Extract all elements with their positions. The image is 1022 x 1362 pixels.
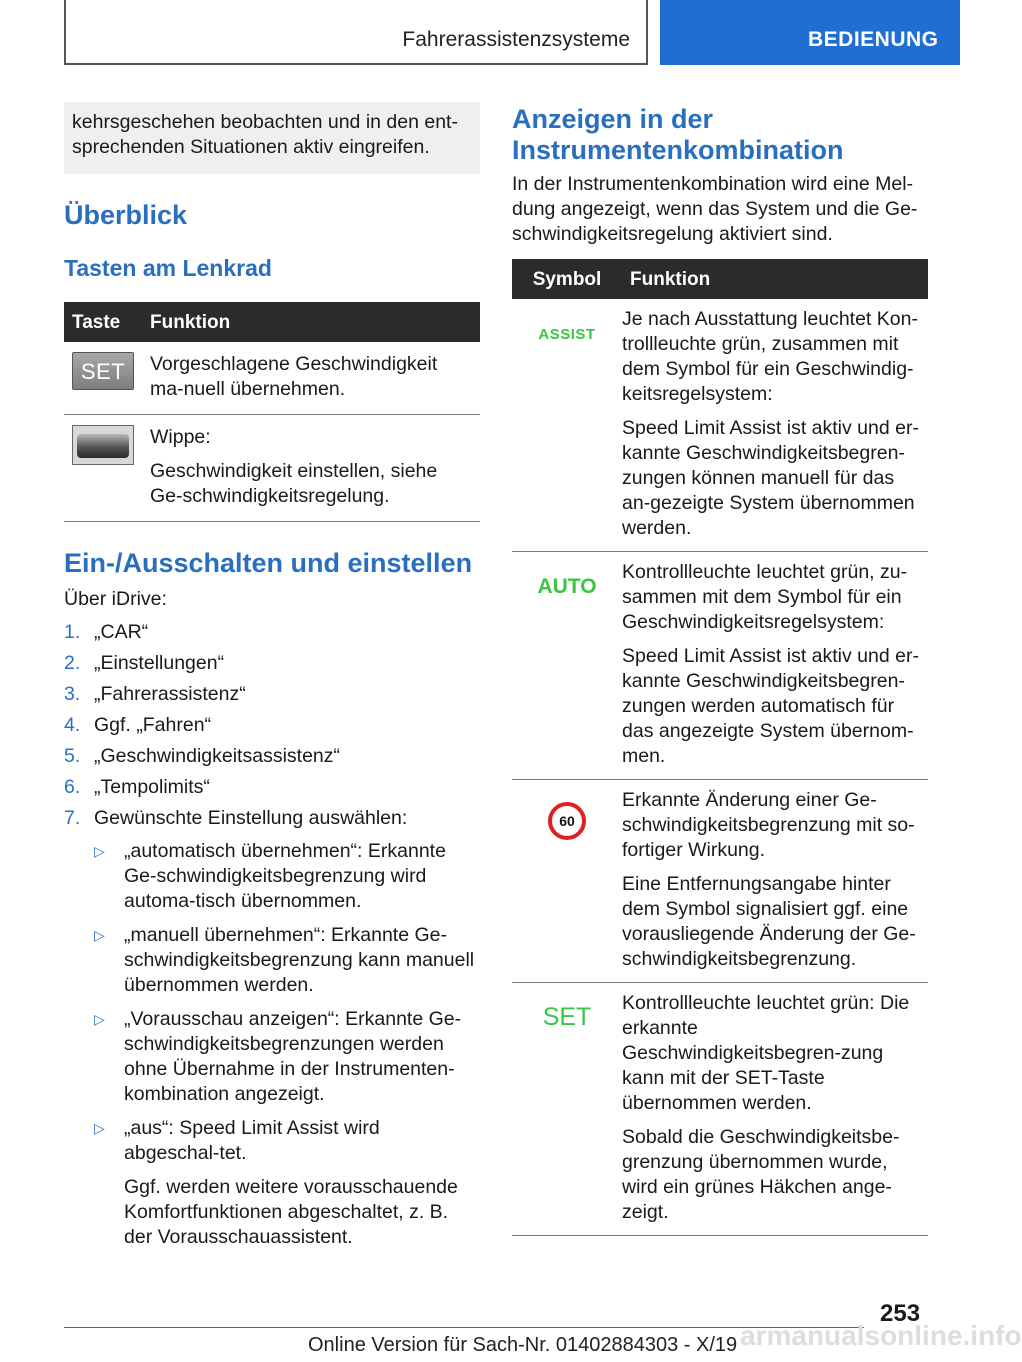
page-number: 253 bbox=[880, 1300, 921, 1327]
table-row: AUTO Kontrollleuchte leuchtet grün, zu-sammen mit dem Symbol für ein Geschwindigkeitsregelsystem: Speed Limit Assist ist aktiv und er-kannte Geschwindigkeitsbegren-zungen werden automatisch für das angezeigte System übernom-men. bbox=[512, 552, 928, 780]
list-item: 6. „Tempolimits“ bbox=[64, 776, 210, 798]
steps-list bbox=[64, 620, 480, 1250]
triangle-bullet-icon: ▷ bbox=[94, 843, 105, 859]
watermark: armanualsonline.info bbox=[740, 1320, 1022, 1351]
auto-indicator-icon: AUTO bbox=[537, 575, 597, 598]
table-row bbox=[64, 415, 480, 522]
table-row: 60 Erkannte Änderung einer Ge-schwindigkeitsbegrenzung mit so-fortiger Wirkung. Eine Entfernungsangabe hinter dem Symbol signalisiert ggf. eine vorausliegende Änderung der Ge-schwindigkeitsbegrenzung. bbox=[512, 780, 928, 983]
set-key-icon: SET bbox=[72, 352, 134, 390]
list-item: ▷ „aus“: Speed Limit Assist wird abgeschal-tet. Ggf. werden weitere vorausschauende Komfortfunktionen abgeschaltet, z. B. der Vorausschauassistent. bbox=[94, 1117, 458, 1248]
overview-heading: Überblick bbox=[64, 200, 188, 230]
key-function-text: Wippe: bbox=[150, 426, 211, 448]
display-intro: In der Instrumentenkombination wird eine Mel-dung angezeigt, wenn das System und die Ge-schwindigkeitsregelung aktiviert sind. bbox=[512, 173, 918, 245]
header-bar bbox=[64, 0, 648, 65]
triangle-bullet-icon: ▷ bbox=[94, 1120, 105, 1136]
online-version-text: Online Version für Sach-Nr. 01402884303 - X/19 bbox=[308, 1334, 738, 1356]
list-item: 2. „Einstellungen“ bbox=[64, 652, 225, 674]
section-title: Fahrerassistenzsysteme bbox=[402, 28, 630, 51]
idrive-intro: Über iDrive: bbox=[64, 588, 167, 610]
left-column bbox=[64, 102, 480, 1259]
list-item: 3. „Fahrerassistenz“ bbox=[64, 683, 246, 705]
col-function: Funktion bbox=[142, 302, 480, 342]
table-row bbox=[64, 342, 480, 415]
list-item: ▷ „manuell übernehmen“: Erkannte Ge-schwindigkeitsbegrenzung kann manuell übernommen werden. bbox=[94, 924, 475, 996]
display-heading: Anzeigen in der Instrumentenkombination bbox=[512, 104, 844, 165]
list-item: ▷ „Vorausschau anzeigen“: Erkannte Ge-schwindigkeitsbegrenzungen werden ohne Übernahme in der Instrumenten-kombination angezeigt. bbox=[94, 1008, 462, 1105]
col-symbol: Symbol bbox=[512, 259, 622, 299]
set-indicator-icon: SET bbox=[542, 1003, 592, 1031]
chapter-tab[interactable] bbox=[660, 0, 960, 65]
list-item: ▷ „automatisch übernehmen“: Erkannte Ge-schwindigkeitsbegrenzung wird automa-tisch übernommen. bbox=[94, 840, 446, 912]
keys-table-header bbox=[64, 302, 480, 342]
intro-box bbox=[64, 102, 480, 174]
symbols-table-header bbox=[512, 259, 928, 299]
table-row: SET Kontrollleuchte leuchtet grün: Die erkannte Geschwindigkeitsbegren-zung kann mit der SET-Taste übernommen werden. Sobald die Geschwindigkeitsbe-grenzung übernommen wurde, wird ein grünes Häkchen ange-zeigt. bbox=[512, 983, 928, 1236]
list-item: 7. Gewünschte Einstellung auswählen: ▷ „automatisch übernehmen“: Erkannte Ge-schwindigkeitsbegrenzung wird automa-tisch übernommen. ▷ „manuell übernehmen“: Erkannte Ge-schwindigkeitsbegrenzung kann manuell übernommen werden. ▷ „Vorausschau anzeigen“: Erkannte Ge-schwindigkeitsbegrenzungen werden ohne Übernahme in der Instrumenten-kombination angezeigt. ▷ „aus“: Speed Limit Assist wird abgeschal-tet. Ggf. werden weitere vorausschauende Komfortfunktionen abgeschaltet, z. B. der Vorausschauassistent. bbox=[64, 806, 480, 1250]
options-list bbox=[94, 839, 480, 1250]
onoff-heading: Ein-/Ausschalten und einstellen bbox=[64, 548, 473, 578]
list-item: 4. Ggf. „Fahren“ bbox=[64, 714, 212, 736]
col-function: Funktion bbox=[622, 259, 928, 299]
list-item: 1. „CAR“ bbox=[64, 621, 149, 643]
keys-heading: Tasten am Lenkrad bbox=[64, 255, 272, 281]
symbols-table bbox=[512, 259, 928, 1236]
key-function-text: Vorgeschlagene Geschwindigkeit ma-nuell übernehmen. bbox=[150, 353, 438, 400]
chapter-tab-label: BEDIENUNG bbox=[808, 28, 939, 51]
triangle-bullet-icon: ▷ bbox=[94, 1011, 105, 1027]
rocker-switch-icon bbox=[72, 425, 134, 465]
assist-indicator-icon: ASSIST bbox=[538, 326, 596, 343]
key-function-text: Geschwindigkeit einstellen, siehe Ge-schwindigkeitsregelung. bbox=[150, 460, 438, 507]
table-row: ASSIST Je nach Ausstattung leuchtet Kon-trollleuchte grün, zusammen mit dem Symbol für ein Geschwindig-keitsregelsystem: Speed Limit Assist ist aktiv und er-kannte Geschwindigkeitsbegren-zungen können manuell für das an-gezeigte System übernommen werden. bbox=[512, 299, 928, 552]
triangle-bullet-icon: ▷ bbox=[94, 927, 105, 943]
speed-limit-sign-icon: 60 bbox=[548, 802, 586, 840]
list-item: 5. „Geschwindigkeitsassistenz“ bbox=[64, 745, 341, 767]
keys-table bbox=[64, 302, 480, 522]
intro-text: kehrsgeschehen beobachten und in den ent-sprechenden Situationen aktiv eingreifen. bbox=[72, 111, 458, 158]
col-key: Taste bbox=[64, 302, 142, 342]
right-column bbox=[512, 104, 928, 1236]
